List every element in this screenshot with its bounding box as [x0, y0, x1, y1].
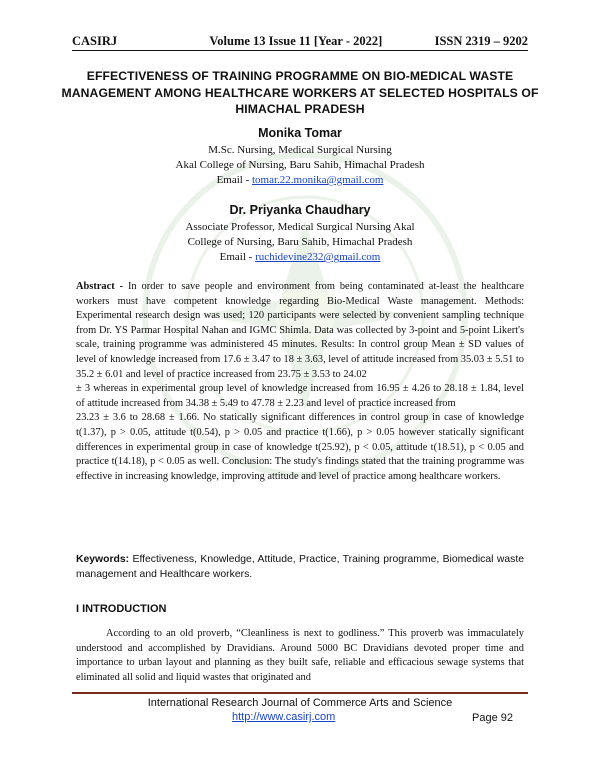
author2-email-line [60, 250, 540, 265]
abstract-para-2: ± 3 whereas in experimental group level of knowledge increased from 16.95 ± 4.26 to 28.18 ± 1.84, level of attitude increased from 34.38 ± 5.49 to 47.78 ± 2.23 and level of practice increased from [76, 383, 524, 409]
keywords-label: Keywords: [76, 554, 133, 565]
author1-name: Monika Tomar [258, 126, 342, 140]
section-heading: I INTRODUCTION [76, 603, 167, 615]
abstract-para-3: 23.23 ± 3.6 to 28.68 ± 1.66. No statically significant differences in control group in case of knowledge t(1.37), p > 0.05, attitude t(0.54), p > 0.05 and practice t(1.66), p > 0.05 however statically significant differences in experimental group in case of knowledge t(25.92), p < 0.05, attitude t(18.51), p < 0.05 and practice t(14.18), p < 0.05 as well. Conclusion: The study's findings stated that the training programme was effective in increasing knowledge, improving attitude and level of practice among healthcare workers. [76, 412, 524, 482]
abstract-block [76, 280, 524, 484]
header-issn: ISSN 2319 – 9202 [434, 34, 528, 48]
header-volume: Volume 13 Issue 11 [Year - 2022] [209, 34, 383, 48]
keywords-block [76, 553, 524, 582]
author1-institution: Akal College of Nursing, Baru Sahib, Himachal Pradesh [175, 159, 425, 171]
author2-institution: College of Nursing, Baru Sahib, Himachal Pradesh [187, 236, 413, 248]
paper-title: EFFECTIVENESS OF TRAINING PROGRAMME ON BIO-MEDICAL WASTE MANAGEMENT AMONG HEALTHCARE WORKERS AT SELECTED HOSPITALS OF HIMACHAL PRADESH [61, 69, 539, 116]
keywords-text: Effectiveness, Knowledge, Attitude, Practice, Training programme, Biomedical waste management and Healthcare workers. [76, 554, 524, 580]
footer-divider [72, 692, 528, 694]
author2-email-label: Email - [219, 251, 256, 263]
author2-affiliation [60, 220, 540, 265]
author1-email-line [60, 173, 540, 188]
footer-journal-name: International Research Journal of Commerce Arts and Science [147, 697, 453, 709]
abstract-para-1 [76, 280, 524, 382]
intro-paragraph: According to an old proverb, “Cleanliness is next to godliness.” This proverb was immaculately understood and accomplished by Dravidians. Around 5000 BC Dravidians devoted proper time and importance to urban layout and planning as they built safe, reliable and efficacious sewage systems that eliminated all solid and liquid wastes that originated and [76, 628, 524, 683]
footer-url-link[interactable]: http://www.casirj.com [232, 711, 336, 723]
page-number: Page 92 [472, 712, 513, 724]
author1-affiliation [60, 143, 540, 188]
author1-email-label: Email - [216, 174, 252, 186]
author2-name: Dr. Priyanka Chaudhary [229, 203, 371, 217]
author2-email-link[interactable]: ruchidevine232@gmail.com [255, 251, 381, 263]
author1-email-link[interactable]: tomar.22.monika@gmail.com [252, 174, 384, 186]
abstract-label: Abstract - [76, 281, 128, 292]
author2-position: Associate Professor, Medical Surgical Nursing Akal [185, 221, 415, 233]
author1-degree: M.Sc. Nursing, Medical Surgical Nursing [208, 144, 392, 156]
header-journal: CASIRJ [72, 34, 118, 48]
abstract-text-1: In order to save people and environment from being contaminated at-least the healthcare workers must have competent knowledge regarding Bio-Medical Waste management. Methods: Experimental research design was used; 120 participants were selected by convenient sampling technique from Dr. YS Parmar Hospital Nahan and IGMC Shimla. Data was collected by 3-point and 5-point Likert's scale, training programme was administered 45 minutes. Results: In control group Mean ± SD values of level of knowledge increased from 17.6 ± 3.47 to 18 ± 3.63, level of attitude increased from 35.03 ± 5.51 to 35.2 ± 6.01 and level of practice increased from 23.75 ± 3.53 to 24.02 [76, 281, 524, 380]
running-header [72, 34, 528, 51]
